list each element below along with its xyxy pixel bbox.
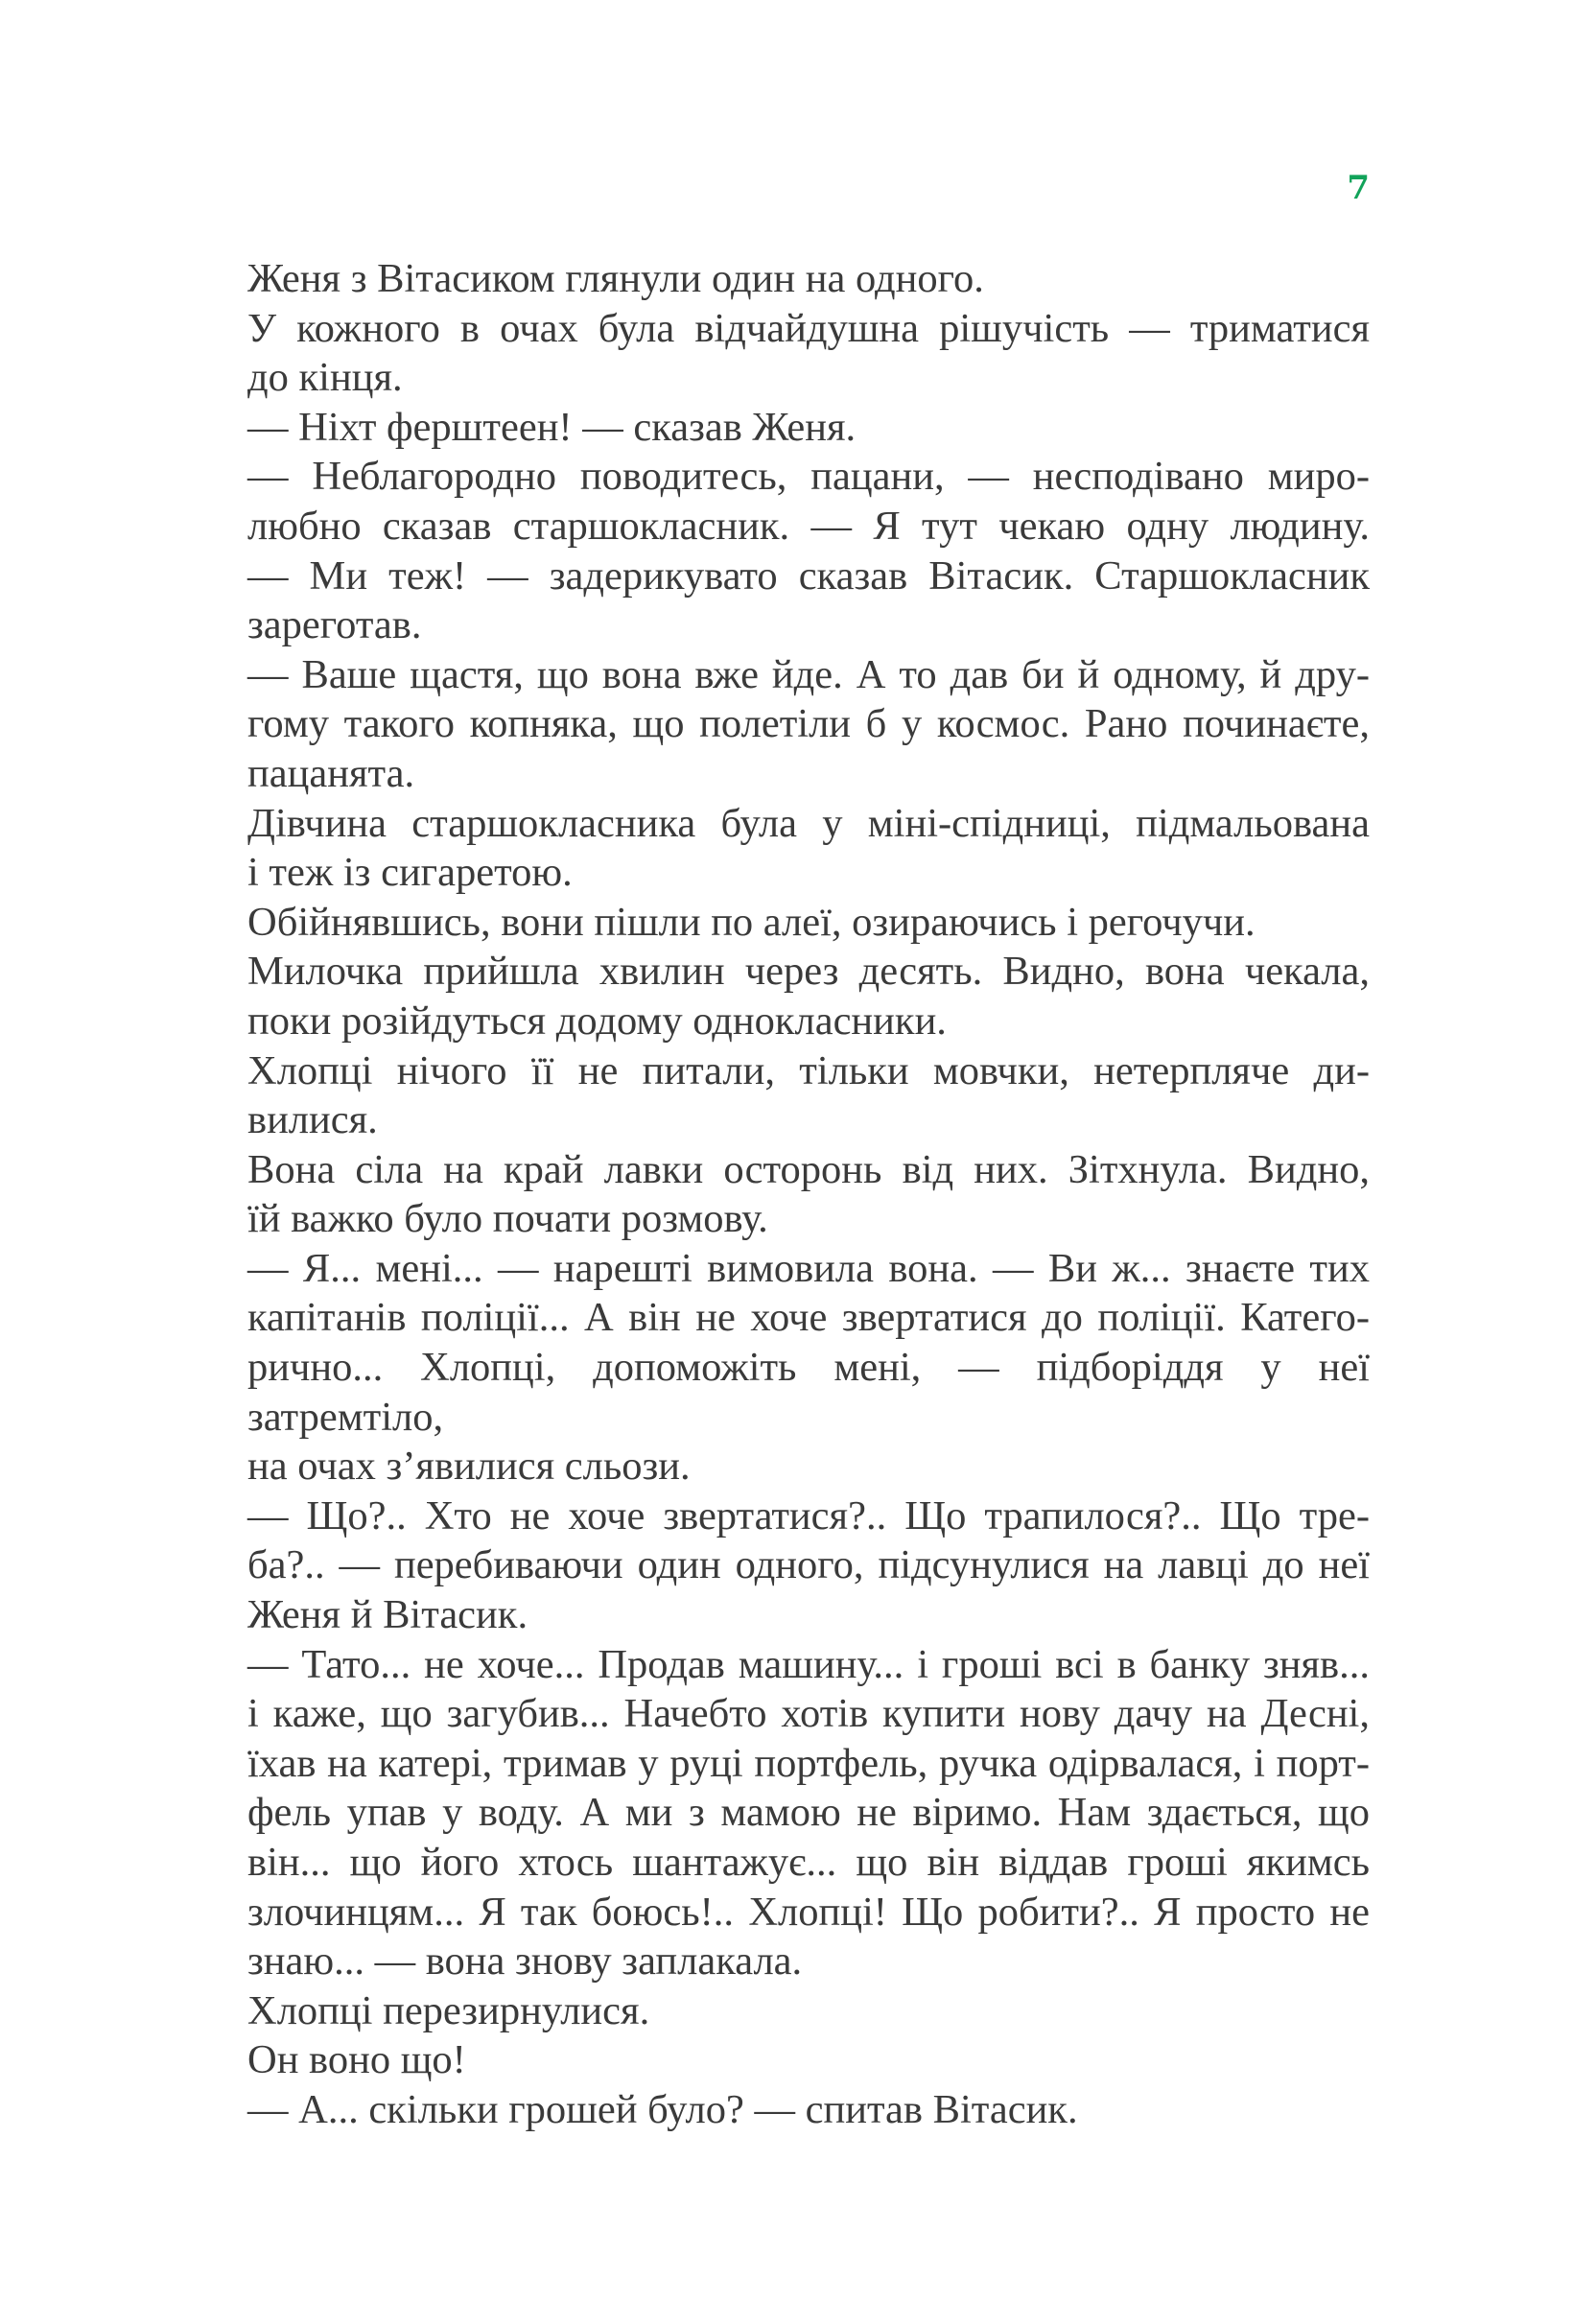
text-line: Дівчина старшокласника була у міні-спідниці, підмальована (247, 800, 1370, 846)
text-line: любно сказав старшокласник. — Я тут чекаю одну людину. (247, 503, 1370, 549)
text-line: їй важко було почати розмову. (247, 1196, 768, 1242)
paragraph (247, 403, 1370, 453)
paragraph (247, 254, 1370, 304)
text-line: Женя й Вітасик. (247, 1592, 528, 1638)
text-line: — Я... мені... — нарешті вимовила вона. — Ви ж... знаєте тих (247, 1245, 1370, 1291)
text-line: на очах з’явилися сльози. (247, 1444, 691, 1490)
text-line: рично... Хлопці, допоможіть мені, — підборіддя у неї затремтіло, (247, 1345, 1370, 1440)
text-line: Он воно що! (247, 2037, 466, 2083)
text-line: Женя з Вітасиком глянули один на одного. (247, 256, 984, 301)
text-line: — Неблагородно поводитесь, пацани, — несподівано миро- (247, 454, 1370, 500)
text-line: і каже, що загубив... Начебто хотів купити нову дачу на Десні, (247, 1691, 1370, 1737)
text-line: зареготав. (247, 602, 422, 648)
text-line: злочинцям... Я так боюсь!.. Хлопці! Що робити?.. Я просто не (247, 1889, 1370, 1935)
text-line: пацанята. (247, 750, 415, 796)
paragraph (247, 947, 1370, 1045)
text-line: і теж із сигаретою. (247, 850, 573, 896)
text-line: Хлопці нічого її не питали, тільки мовчки, нетерпляче ди- (247, 1047, 1370, 1093)
text-line: вилися. (247, 1097, 378, 1143)
paragraph (247, 2035, 1370, 2085)
text-line: до кінця. (247, 355, 403, 401)
text-line: капітанів поліції... А він не хоче звертатися до поліції. Катего- (247, 1295, 1370, 1341)
text-line: ба?.. — перебиваючи один одного, підсунулися на лавці до неї (247, 1542, 1370, 1588)
text-line: він... що його хтось шантажує... що він віддав гроші якимсь (247, 1840, 1370, 1885)
text-line: знаю... — вона знову заплакала. (247, 1938, 803, 1985)
paragraph (247, 898, 1370, 948)
paragraph (247, 1640, 1370, 1986)
text-line: Обійнявшись, вони пішли по алеї, озираючись і регочучи. (247, 899, 1256, 945)
paragraph (247, 304, 1370, 403)
page-number: 7 (1347, 169, 1370, 207)
text-line: гому такого копняка, що полетіли б у космос. Рано починаєте, (247, 701, 1370, 747)
text-line: Вона сіла на край лавки осторонь від них. Зітхнула. Видно, (247, 1146, 1370, 1192)
paragraph (247, 1492, 1370, 1640)
paragraph (247, 452, 1370, 551)
paragraph (247, 1145, 1370, 1244)
paragraph (247, 552, 1370, 650)
text-line: — Ваше щастя, що вона вже йде. А то дав би й одному, й дру- (247, 651, 1370, 697)
text-line: їхав на катері, тримав у руці портфель, ручка одірвалася, і порт- (247, 1740, 1370, 1786)
text-line: Милочка прийшла хвилин через десять. Видно, вона чекала, (247, 949, 1370, 995)
paragraph (247, 1244, 1370, 1492)
body-text (247, 254, 1370, 2135)
text-line: — Тато... не хоче... Продав машину... і гроші всі в банку зняв... (247, 1641, 1370, 1687)
text-line: Хлопці перезирнулися. (247, 1987, 650, 2033)
text-line: — Ніхт ферштеен! — сказав Женя. (247, 404, 857, 450)
text-line: — А... скільки грошей було? — спитав Вітасик. (247, 2086, 1078, 2132)
text-line: поки розійдуться додому однокласники. (247, 998, 947, 1044)
text-line: — Що?.. Хто не хоче звертатися?.. Що трапилося?.. Що тре- (247, 1492, 1370, 1539)
paragraph (247, 1046, 1370, 1145)
paragraph (247, 2085, 1370, 2135)
paragraph (247, 1986, 1370, 2036)
text-line: У кожного в очах була відчайдушна рішучість — триматися (247, 305, 1370, 351)
text-line: — Ми теж! — задерикувато сказав Вітасик. Старшокласник (247, 552, 1370, 599)
paragraph (247, 799, 1370, 898)
paragraph (247, 650, 1370, 799)
text-line: фель упав у воду. А ми з мамою не віримо. Нам здається, що (247, 1790, 1370, 1836)
